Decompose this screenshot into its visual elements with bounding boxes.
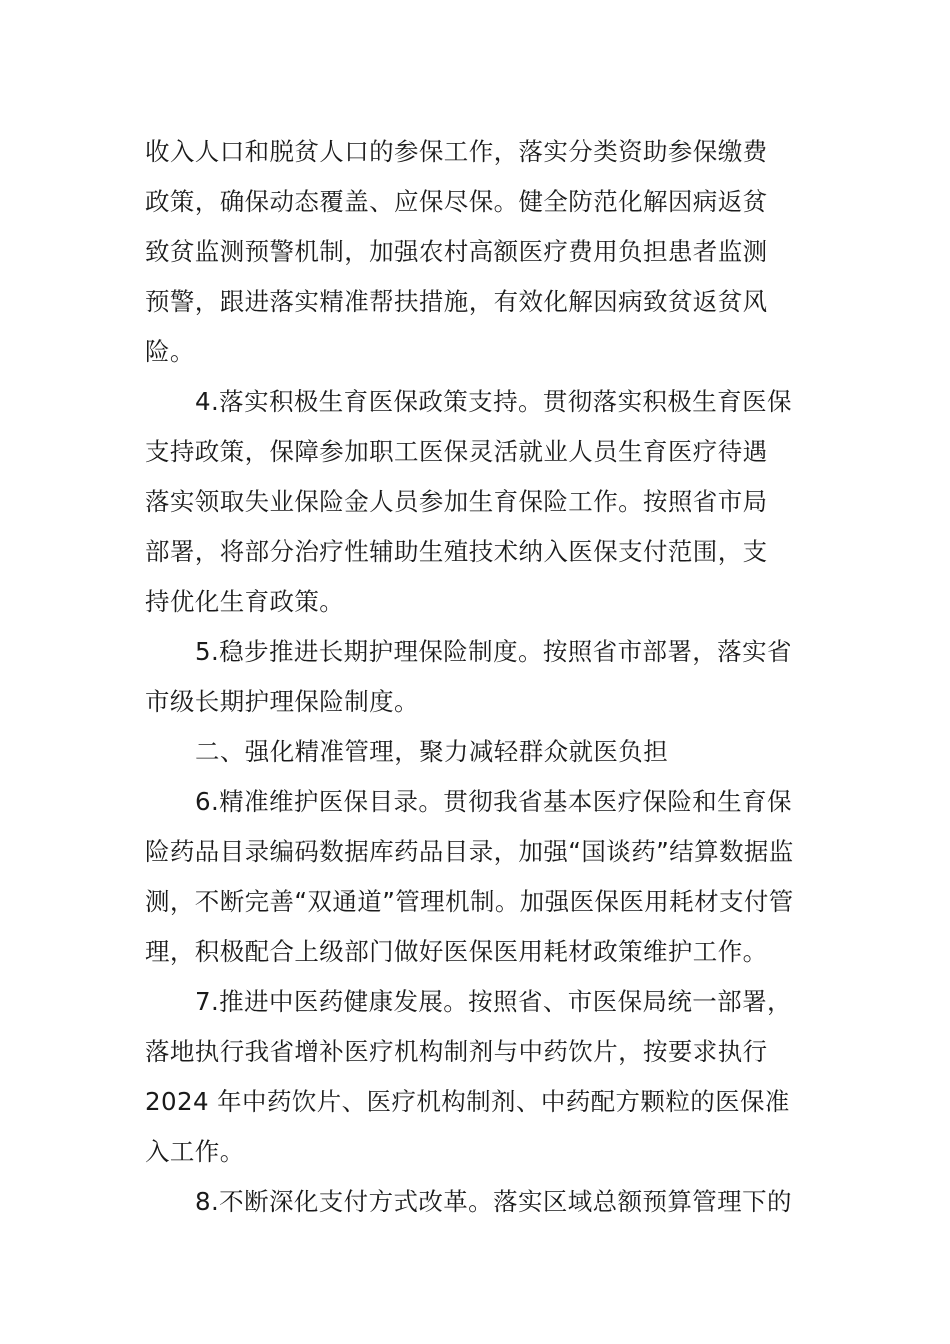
text-line: 险药品目录编码数据库药品目录，加强“国谈药”结算数据监 <box>145 837 794 866</box>
paragraph-start-line: 4.落实积极生育医保政策支持。贯彻落实积极生育医保 <box>195 387 792 416</box>
text-line: 入工作。 <box>145 1137 245 1166</box>
text-line: 落实领取失业保险金人员参加生育保险工作。按照省市局 <box>145 487 768 516</box>
text-line: 测，不断完善“双通道”管理机制。加强医保医用耗材支付管 <box>145 887 794 916</box>
paragraph-start-line: 7.推进中医药健康发展。按照省、市医保局统一部署， <box>195 987 792 1016</box>
text-line: 落地执行我省增补医疗机构制剂与中药饮片，按要求执行 <box>145 1037 768 1066</box>
paragraph-start-line: 8.不断深化支付方式改革。落实区域总额预算管理下的 <box>195 1187 792 1216</box>
text-line: 理，积极配合上级部门做好医保医用耗材政策维护工作。 <box>145 937 768 966</box>
section-heading: 二、强化精准管理，聚力减轻群众就医负担 <box>195 737 669 766</box>
text-line: 预警，跟进落实精准帮扶措施，有效化解因病致贫返贫风 <box>145 287 768 316</box>
text-line: 部署，将部分治疗性辅助生殖技术纳入医保支付范围，支 <box>145 537 768 566</box>
text-line: 政策，确保动态覆盖、应保尽保。健全防范化解因病返贫 <box>145 187 768 216</box>
text-line: 致贫监测预警机制，加强农村高额医疗费用负担患者监测 <box>145 237 768 266</box>
document-body <box>145 127 810 1227</box>
text-line: 市级长期护理保险制度。 <box>145 687 419 716</box>
paragraph-start-line: 5.稳步推进长期护理保险制度。按照省市部署，落实省 <box>195 637 792 666</box>
text-line: 险。 <box>145 337 195 366</box>
text-line: 支持政策，保障参加职工医保灵活就业人员生育医疗待遇 <box>145 437 768 466</box>
paragraph-start-line: 6.精准维护医保目录。贯彻我省基本医疗保险和生育保 <box>195 787 792 816</box>
text-line: 2024 年中药饮片、医疗机构制剂、中药配方颗粒的医保准 <box>145 1087 790 1116</box>
text-line: 持优化生育政策。 <box>145 587 345 616</box>
text-line: 收入人口和脱贫人口的参保工作，落实分类资助参保缴费 <box>145 137 768 166</box>
